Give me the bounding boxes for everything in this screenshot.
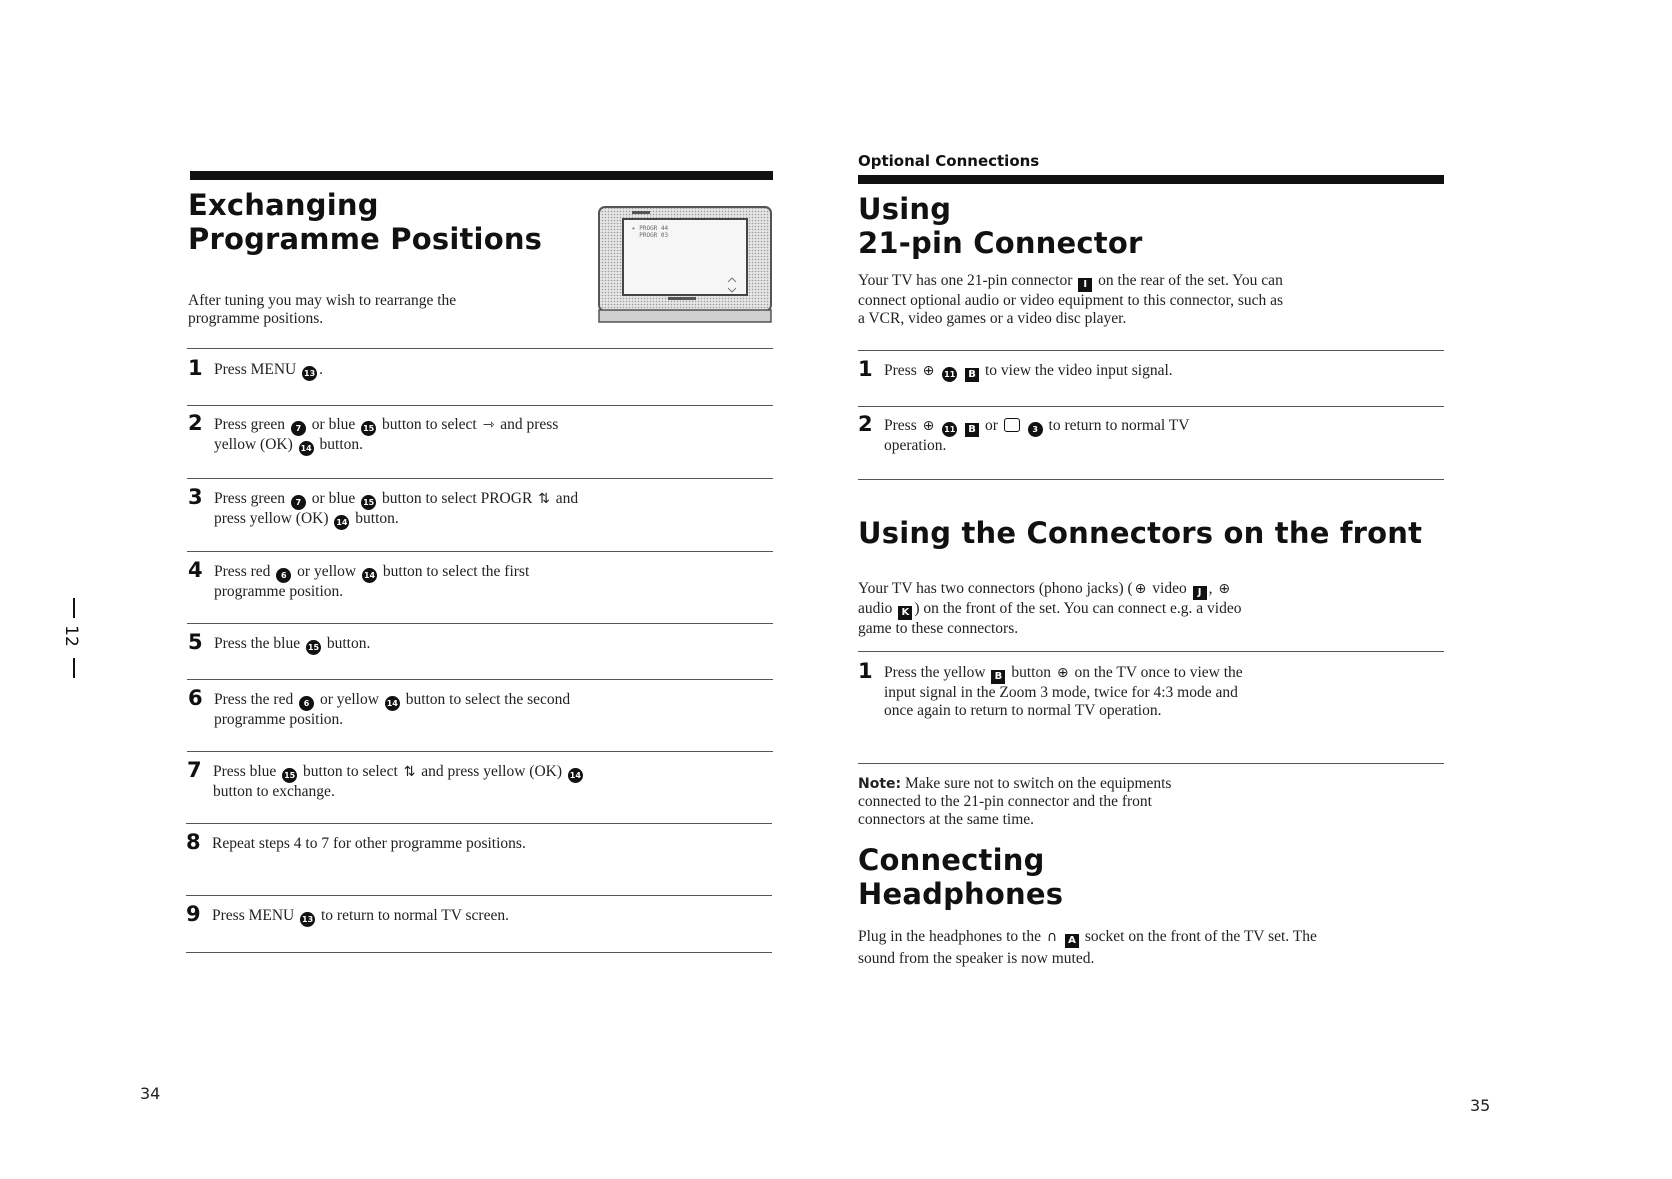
divider — [187, 751, 773, 752]
text: Press the yellow — [884, 664, 986, 681]
text: button. — [319, 436, 364, 453]
step-text — [213, 763, 593, 801]
divider — [187, 679, 773, 680]
step-number: 9 — [186, 902, 201, 926]
text: and press yellow (OK) — [214, 490, 579, 527]
title-rule — [858, 175, 1444, 184]
divider — [186, 895, 772, 896]
step-text — [884, 362, 1384, 382]
divider — [187, 551, 773, 552]
text: or — [984, 417, 998, 434]
text: Press green — [214, 490, 286, 507]
text: Your TV has two connectors (phono jacks) ( — [858, 580, 1133, 597]
text: or yellow — [297, 563, 357, 580]
button-ref-icon: 6 — [299, 696, 314, 711]
right-page — [836, 0, 1672, 1179]
text: button to select the first programme position. — [214, 563, 530, 600]
button-ref-icon: 7 — [291, 421, 306, 436]
text: ) on the front of the set. You can connect e.g. a video game to these connectors. — [858, 600, 1242, 637]
button-ref-icon: 14 — [568, 768, 583, 783]
note-label: Note: — [858, 776, 902, 792]
text: Press green — [214, 416, 286, 433]
text: to return to normal TV screen. — [321, 907, 509, 924]
divider — [858, 406, 1444, 407]
page-number: 34 — [140, 1084, 161, 1103]
text: audio — [858, 600, 893, 617]
text: button to exchange. — [213, 783, 335, 800]
tv-screen-line-1: PROGR 44 — [639, 225, 669, 232]
step-number: 1 — [858, 659, 873, 683]
text: and press yellow (OK) — [421, 763, 562, 780]
text: button — [1011, 664, 1051, 681]
text: button. — [355, 510, 399, 527]
text: Press MENU — [212, 907, 295, 924]
step-number: 5 — [188, 630, 203, 654]
divider — [187, 478, 773, 479]
step-text — [214, 635, 594, 655]
text: on the rear of the set. You can connect optional audio or video equipment to this connector, such as a VCR, video games or a video disc player. — [858, 272, 1284, 327]
text: to view the video input signal. — [984, 362, 1173, 379]
step-number: 6 — [188, 686, 203, 710]
audio-input-icon: ⊕ — [1218, 581, 1231, 597]
button-ref-icon: 11 — [942, 367, 957, 382]
page-number: 35 — [1470, 1096, 1491, 1115]
text: button to select PROGR — [382, 490, 533, 507]
button-ref-icon: 6 — [276, 568, 291, 583]
paragraph-21pin — [858, 272, 1288, 328]
intro-paragraph: After tuning you may wish to rearrange the programme positions. — [188, 292, 457, 327]
text: Your TV has one 21-pin connector — [858, 272, 1073, 289]
input-select-icon: ⊕ — [922, 418, 935, 434]
text: . — [319, 361, 323, 378]
step-number: 1 — [188, 356, 203, 380]
button-ref-icon: 11 — [942, 422, 957, 437]
button-ref-icon: 15 — [361, 495, 376, 510]
text: on the TV once to view the input signal in the Zoom 3 mode, twice for 4:3 mode and once again to return to normal TV operation. — [884, 664, 1243, 719]
divider — [858, 350, 1444, 351]
folio-bar — [73, 598, 75, 618]
step-text — [884, 664, 1254, 720]
step-text — [212, 835, 592, 853]
section-title-21pin — [858, 192, 1142, 260]
text: Press the red — [214, 691, 294, 708]
step-number: 2 — [858, 412, 873, 436]
connector-label-icon: A — [1065, 934, 1079, 948]
title-line-2: Headphones — [858, 877, 1064, 911]
text: to return to normal TV operation. — [884, 417, 1190, 454]
text: or blue — [311, 490, 356, 507]
step-number: 3 — [188, 485, 203, 509]
step-text — [214, 361, 594, 381]
title-line-1: Exchanging — [188, 188, 379, 222]
divider — [187, 405, 773, 406]
text: and press yellow (OK) — [214, 416, 559, 453]
button-ref-icon: 13 — [302, 366, 317, 381]
paragraph-front-connectors: Your TV has two connectors (phono jacks) ( ⊕ video J , ⊕ audio K ) on the front of the set. You can connect e.g. a video game to these connectors. — [858, 580, 1242, 637]
paragraph-headphones — [858, 926, 1338, 969]
title-rule — [190, 171, 773, 180]
divider — [186, 952, 772, 953]
button-ref-icon: 3 — [1028, 422, 1043, 437]
text: Plug in the headphones to the — [858, 928, 1041, 945]
button-ref-icon: 14 — [299, 441, 314, 456]
step-number: 7 — [187, 758, 202, 782]
step-text — [212, 907, 592, 927]
button-ref-icon: 15 — [361, 421, 376, 436]
text: Press — [884, 362, 917, 379]
text: Press the blue — [214, 635, 301, 652]
step-text — [214, 563, 594, 601]
tv-screen-text: ▸ PROGR 44 PROGR 03 — [632, 225, 669, 239]
text: video — [1152, 580, 1187, 597]
button-ref-icon: 14 — [385, 696, 400, 711]
connector-label-icon: B — [965, 423, 979, 437]
title-line-2: Programme Positions — [188, 222, 543, 256]
section-title-front-connectors: Using the Connectors on the front — [858, 516, 1423, 550]
divider — [187, 348, 773, 349]
button-ref-icon: 14 — [362, 568, 377, 583]
divider — [858, 763, 1444, 764]
side-folio-number: 12 — [60, 625, 81, 647]
text: Press — [884, 417, 917, 434]
step-number: 4 — [188, 558, 203, 582]
text: button. — [326, 635, 371, 652]
page-title — [188, 188, 542, 256]
text: button to select — [303, 763, 398, 780]
tv-illustration — [598, 204, 774, 326]
connector-label-icon: J — [1193, 586, 1207, 600]
exchange-icon: ⇅ — [403, 764, 416, 780]
text: or blue — [311, 416, 356, 433]
section-title-headphones — [858, 843, 1063, 911]
step-number: 8 — [186, 830, 201, 854]
text: socket on the front of the TV set. The sound from the speaker is now muted. — [858, 928, 1317, 967]
text: Repeat steps 4 to 7 for other programme positions. — [212, 835, 526, 852]
text: button to select the second programme position. — [214, 691, 571, 728]
text: Press red — [214, 563, 271, 580]
connector-label-icon: B — [965, 368, 979, 382]
connector-label-icon: I — [1078, 278, 1092, 292]
step-text — [214, 490, 594, 530]
text: or yellow — [319, 691, 379, 708]
connector-label-icon: B — [991, 670, 1005, 684]
divider — [858, 479, 1444, 480]
side-folio — [54, 598, 94, 678]
folio-bar — [73, 658, 75, 678]
divider — [186, 823, 772, 824]
step-number: 2 — [188, 411, 203, 435]
input-select-icon: ⊕ — [922, 363, 935, 379]
divider — [858, 651, 1444, 652]
step-text — [214, 691, 594, 729]
text: button to select — [382, 416, 477, 433]
step-number: 1 — [858, 357, 873, 381]
text: Press MENU — [214, 361, 297, 378]
headphones-icon: ∩ — [1046, 929, 1058, 945]
title-line-1: Using — [858, 192, 952, 226]
note-text: Make sure not to switch on the equipments connected to the 21-pin connector and the front connectors at the same time. — [858, 775, 1172, 828]
title-line-1: Connecting — [858, 843, 1045, 877]
button-ref-icon: 15 — [282, 768, 297, 783]
tv-mode-icon — [1004, 418, 1020, 432]
section-label: Optional Connections — [858, 152, 1040, 170]
exchange-icon: ⇅ — [538, 491, 550, 507]
tv-screen-line-2: PROGR 03 — [639, 232, 669, 239]
input-select-icon: ⊕ — [1056, 665, 1069, 681]
connector-label-icon: K — [898, 606, 912, 620]
title-line-2: 21-pin Connector — [858, 226, 1143, 260]
step-text — [884, 417, 1244, 455]
button-ref-icon: 14 — [334, 515, 349, 530]
button-ref-icon: 13 — [300, 912, 315, 927]
input-arrow-icon: ⇾ — [482, 417, 495, 433]
note — [858, 775, 1208, 829]
video-input-icon: ⊕ — [1134, 581, 1147, 597]
divider — [187, 623, 773, 624]
step-text — [214, 416, 594, 456]
button-ref-icon: 15 — [306, 640, 321, 655]
text: Press blue — [213, 763, 277, 780]
button-ref-icon: 7 — [291, 495, 306, 510]
